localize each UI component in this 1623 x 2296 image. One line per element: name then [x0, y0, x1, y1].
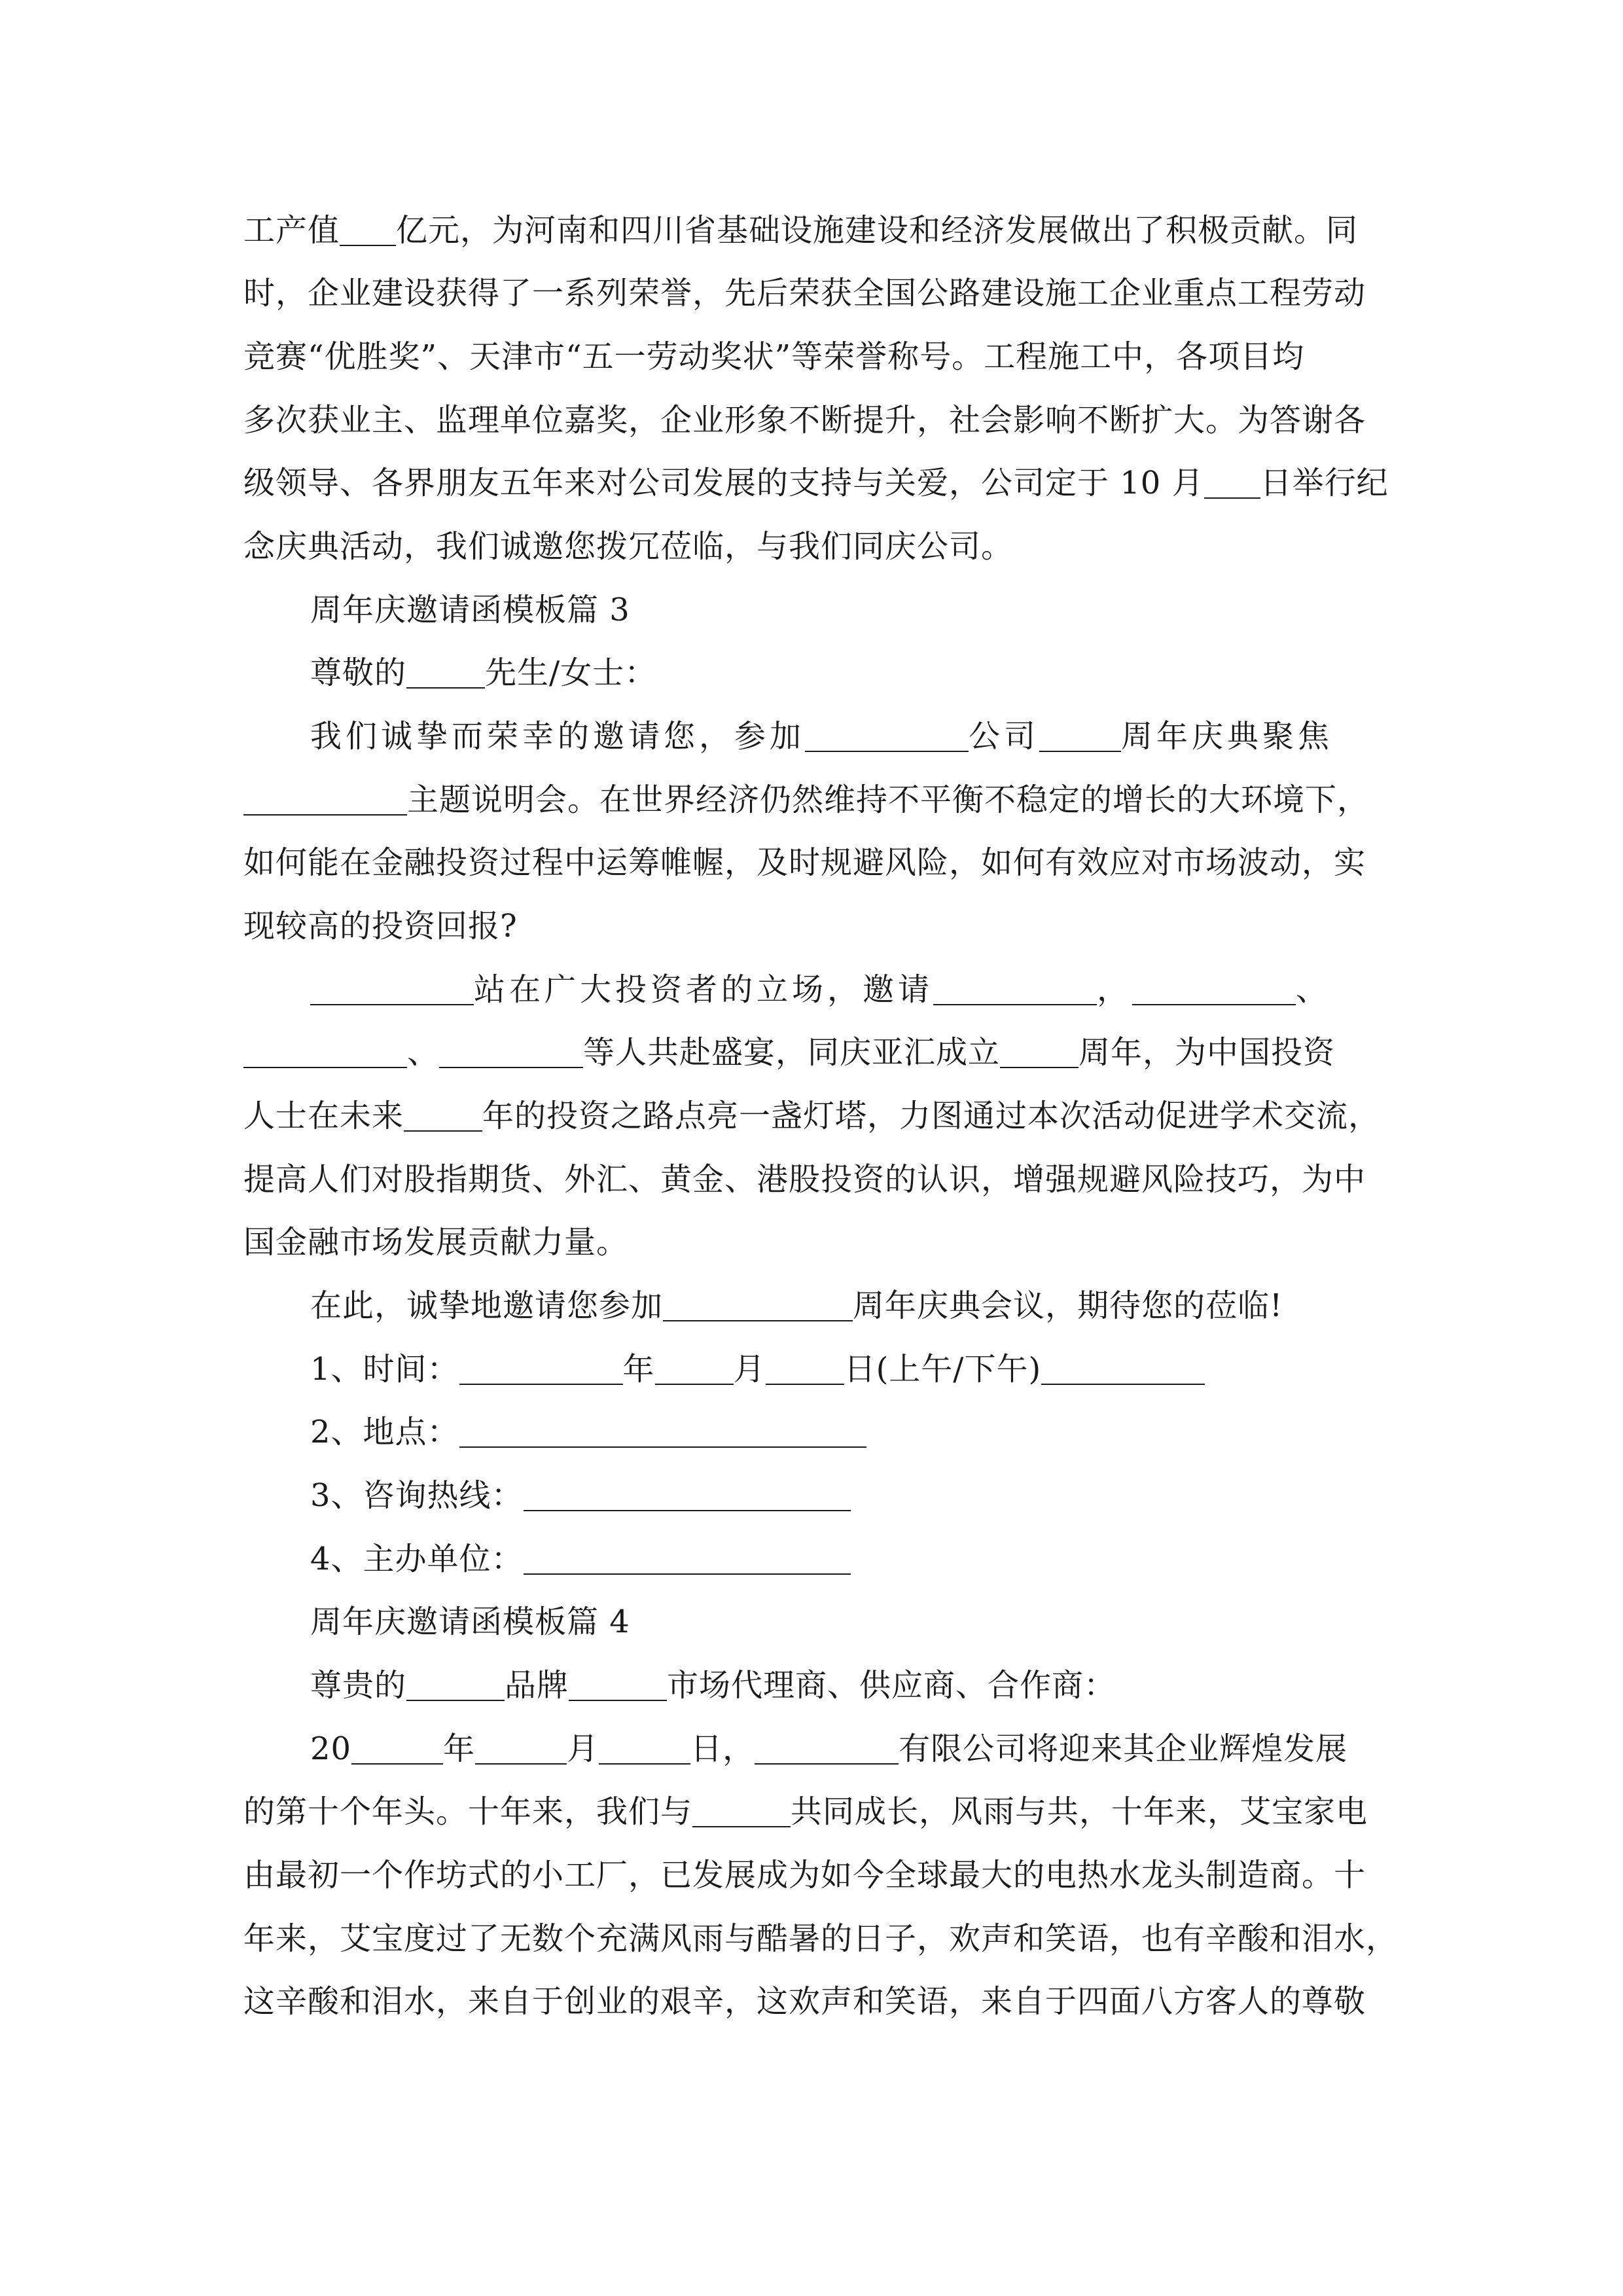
blank-line — [459, 1418, 866, 1448]
paragraph-line: 主题说明会。在世界经济仍然维持不平衡不稳定的增长的大环境下， — [243, 780, 1382, 819]
section-title: 周年庆邀请函模板篇 3 — [310, 592, 630, 628]
blank-line — [439, 1038, 583, 1068]
blank-line — [569, 1671, 667, 1701]
paragraph-line: 念庆典活动，我们诚邀您拨冗莅临，与我们同庆公司。 — [243, 528, 1014, 565]
paragraph-line: 、 等人共赴盛宴，同庆亚汇成立 周年，为中国投资 — [243, 1033, 1382, 1072]
blank-line — [599, 1734, 690, 1765]
blank-line — [655, 1355, 734, 1385]
paragraph-line: 这辛酸和泪水，来自于创业的艰辛，这欢声和笑语，来自于四面八方客人的尊敬 — [243, 1983, 1366, 2020]
blank-line — [524, 1481, 851, 1511]
blank-line — [1132, 975, 1296, 1005]
paragraph-line: 多次获业主、监理单位嘉奖，企业形象不断提升，社会影响不断扩大。为答谢各 — [243, 402, 1366, 439]
blank-line — [755, 1734, 899, 1765]
blank-line — [340, 216, 396, 246]
blank-line — [475, 1734, 567, 1765]
paragraph-line: 人士在未来 年的投资之路点亮一盏灯塔，力图通过本次活动促进学术交流， — [243, 1098, 1381, 1134]
greeting: 尊敬的 先生/女士： — [310, 655, 657, 691]
paragraph-line: 工产值 亿元，为河南和四川省基础设施建设和经济发展做出了积极贡献。同 — [243, 212, 1359, 249]
paragraph-line: 的第十个年头。十年来，我们与 共同成长，风雨与共，十年来，艾宝家电 — [243, 1793, 1368, 1830]
blank-line — [933, 975, 1097, 1005]
paragraph-line: 年来，艾宝度过了无数个充满风雨与酷暑的日子，欢声和笑语，也有辛酸和泪水， — [243, 1920, 1399, 1957]
blank-line — [310, 975, 474, 1005]
blank-line — [524, 1545, 851, 1575]
blank-line — [351, 1734, 443, 1765]
blank-line — [243, 1038, 407, 1068]
paragraph-line: 级领导、各界朋友五年来对公司发展的支持与关爱，公司定于 10 月 日举行纪 — [243, 465, 1389, 501]
blank-line — [404, 1102, 482, 1132]
blank-line — [663, 1291, 853, 1321]
section-title: 周年庆邀请函模板篇 4 — [310, 1604, 630, 1640]
paragraph-line: 提高人们对股指期货、外汇、黄金、港股投资的认识，增强规避风险技巧，为中 — [243, 1161, 1366, 1198]
paragraph-line: 时，企业建设获得了一系列荣誉，先后荣获全国公路建设施工企业重点工程劳动 — [243, 275, 1366, 312]
info-item-hotline: 3、咨询热线： — [310, 1476, 1382, 1515]
blank-line — [406, 1671, 505, 1701]
blank-line — [692, 1797, 791, 1827]
paragraph-line: 如何能在金融投资过程中运筹帷幄，及时规避风险，如何有效应对市场波动，实 — [243, 844, 1366, 881]
paragraph-line: 竞赛“优胜奖”、天津市“五一劳动奖状”等荣誉称号。工程施工中，各项目均 — [243, 338, 1305, 375]
blank-line — [1204, 469, 1260, 499]
paragraph-line: 现较高的投资回报? — [243, 908, 518, 944]
info-item-place: 2、地点： — [310, 1412, 1382, 1452]
blank-line — [243, 785, 407, 816]
blank-line — [805, 722, 969, 752]
paragraph-line: 由最初一个作坊式的小工厂，已发展成为如今全球最大的电热水龙头制造商。十 — [243, 1857, 1366, 1893]
blank-line — [1041, 1355, 1205, 1385]
paragraph-line: 在此，诚挚地邀请您参加 周年庆典会议，期待您的莅临! — [310, 1287, 1283, 1324]
blank-line — [459, 1355, 623, 1385]
info-item-host: 4、主办单位： — [310, 1539, 1382, 1579]
paragraph-line: 20 年 月 日， 有限公司将迎来其企业辉煌发展 — [310, 1731, 1348, 1767]
paragraph-line: 站在广大投资者的立场，邀请 ， 、 — [310, 970, 1382, 1009]
info-item-time: 1、时间： 年 月 日(上午/下午) — [310, 1350, 1382, 1389]
blank-line — [1039, 722, 1121, 752]
blank-line — [406, 658, 485, 689]
greeting: 尊贵的 品牌 市场代理商、供应商、合作商： — [310, 1667, 1116, 1704]
blank-line — [766, 1355, 844, 1385]
blank-line — [1000, 1038, 1079, 1068]
paragraph-line: 国金融市场发展贡献力量。 — [243, 1224, 629, 1261]
paragraph-line: 我们诚挚而荣幸的邀请您，参加 公司 周年庆典聚焦 — [310, 718, 1334, 755]
